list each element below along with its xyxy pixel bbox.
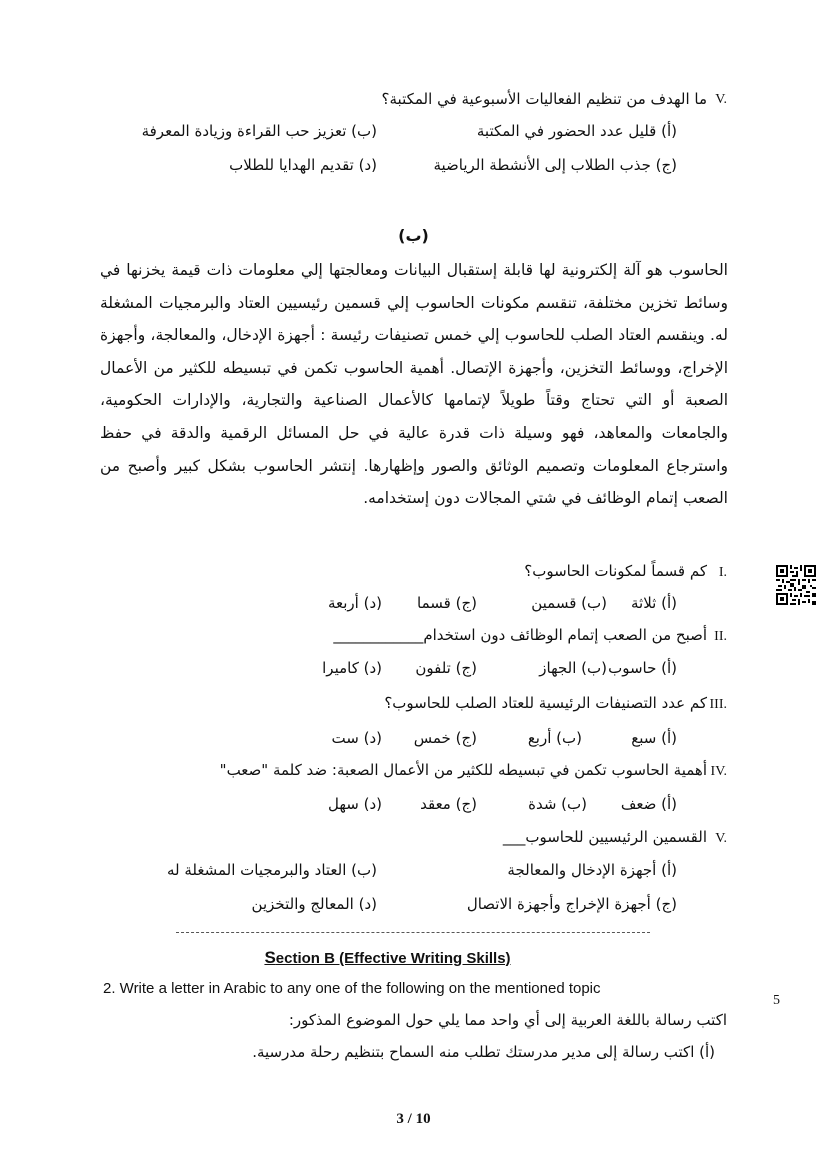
- q2-option-a: (أ) حاسوب: [608, 659, 677, 677]
- letter-prompt-english: 2. Write a letter in Arabic to any one of the following on the mentioned topic: [103, 980, 601, 997]
- q5-text: القسمين الرئيسيين للحاسوب___: [502, 828, 707, 846]
- q1-option-b: (ب) قسمين: [531, 594, 607, 612]
- q3-option-a: (أ) سبع: [631, 729, 677, 747]
- section-heading-b: (ب): [398, 226, 429, 245]
- q2-option-d: (د) كاميرا: [322, 659, 382, 677]
- q2-option-b: (ب) الجهاز: [539, 659, 607, 677]
- q3-text: كم عدد التصنيفات الرئيسية للعتاد الصلب للحاسوب؟: [384, 694, 707, 712]
- reading-passage: [100, 254, 728, 515]
- q2-option-c: (ج) تلفون: [415, 659, 477, 677]
- q5-option-b: (ب) العتاد والبرمجيات المشغلة له: [166, 861, 377, 879]
- q4-option-a: (أ) ضعف: [620, 795, 677, 813]
- marks-side-number: 5: [773, 993, 780, 1008]
- q7-option-d: (د) تقديم الهدايا للطلاب: [229, 156, 377, 174]
- q4-text: أهمية الحاسوب تكمن في تبسيطه للكثير من الأعمال الصعبة: ضد كلمة "صعب": [219, 761, 707, 779]
- page-number: 3 / 10: [396, 1111, 431, 1127]
- q1-text: كم قسماً لمكونات الحاسوب؟: [524, 562, 707, 580]
- q5-option-a: (أ) أجهزة الإدخال والمعالجة: [507, 861, 677, 879]
- q3-option-b: (ب) أربع: [527, 729, 582, 747]
- letter-prompt-arabic: اكتب رسالة باللغة العربية إلى أي واحد مما يلي حول الموضوع المذكور:: [288, 1011, 727, 1029]
- passage-text: الحاسوب هو آلة إلكترونية لها قابلة إستقبال البيانات ومعالجتها إلي معلومات ذات قيمة يخزنها في وسائط تخزين مختلفة، تنقسم مكونات الحاسوب إلي قسمين رئيسيين العتاد والبرمجيات المشغلة له. وينقسم العتاد الصلب للحاسوب إلي خمس تصنيفات رئيسة : أجهزة الإدخال، والمعالجة، وأجهزة الإخراج، ووسائط التخزين، وأجهزة الإتصال. أهمية الحاسوب تكمن في تبسيطه للكثير من الأعمال الصعبة أو التي تحتاج وقتاً طويلاً لإتمامها كالأعمال الصناعية والتجارية، والإدارات الحكومية، والجامعات والمعاهد، فهو وسيلة ذات قدرة عالية في حل المسائل الرقمية والدقة في حفظ واسترجاع المعلومات وتصميم الوثائق والصور وإظهارها. إنتشر الحاسوب بشكل كبير وأصبح من الصعب إتمام الوظائف في شتي المجالات دون إستخدامه.: [100, 261, 728, 508]
- letter-option-a: (أ) اكتب رسالة إلى مدير مدرستك تطلب منه السماح بتنظيم رحلة مدرسية.: [252, 1043, 715, 1061]
- q5-option-c: (ج) أجهزة الإخراج وأجهزة الاتصال: [466, 895, 677, 913]
- q1-number: I.: [718, 565, 727, 580]
- q3-option-c: (ج) خمس: [413, 729, 477, 747]
- q1-option-c: (ج) قسما: [417, 594, 477, 612]
- q7-text: ما الهدف من تنظيم الفعاليات الأسبوعية في المكتبة؟: [381, 90, 707, 108]
- q7-option-b: (ب) تعزيز حب القراءة وزيادة المعرفة: [141, 122, 377, 140]
- q3-option-d: (د) ست: [331, 729, 382, 747]
- section-b-title-initial: S: [264, 948, 276, 967]
- q4-number: IV.: [710, 764, 727, 779]
- q2-number: II.: [714, 629, 727, 644]
- section-divider: [176, 932, 650, 933]
- q7-option-a: (أ) قليل عدد الحضور في المكتبة: [476, 122, 677, 140]
- q2-text: أصبح من الصعب إتمام الوظائف دون استخدام____________: [333, 626, 707, 644]
- q7-number: V.: [715, 92, 727, 107]
- qr-code-icon: [776, 565, 816, 605]
- section-b-title: [0, 948, 775, 968]
- q1-option-a: (أ) ثلاثة: [631, 594, 677, 612]
- q5-option-d: (د) المعالج والتخزين: [251, 895, 377, 913]
- section-b-title-rest: ection B (Effective Writing Skills): [275, 950, 511, 967]
- q7-option-c: (ج) جذب الطلاب إلى الأنشطة الرياضية: [433, 156, 677, 174]
- q1-option-d: (د) أربعة: [327, 594, 382, 612]
- q5-number: V.: [715, 831, 727, 846]
- q3-number: III.: [709, 697, 727, 712]
- q4-option-d: (د) سهل: [328, 795, 382, 813]
- q4-option-c: (ج) معقد: [420, 795, 477, 813]
- q4-option-b: (ب) شدة: [528, 795, 587, 813]
